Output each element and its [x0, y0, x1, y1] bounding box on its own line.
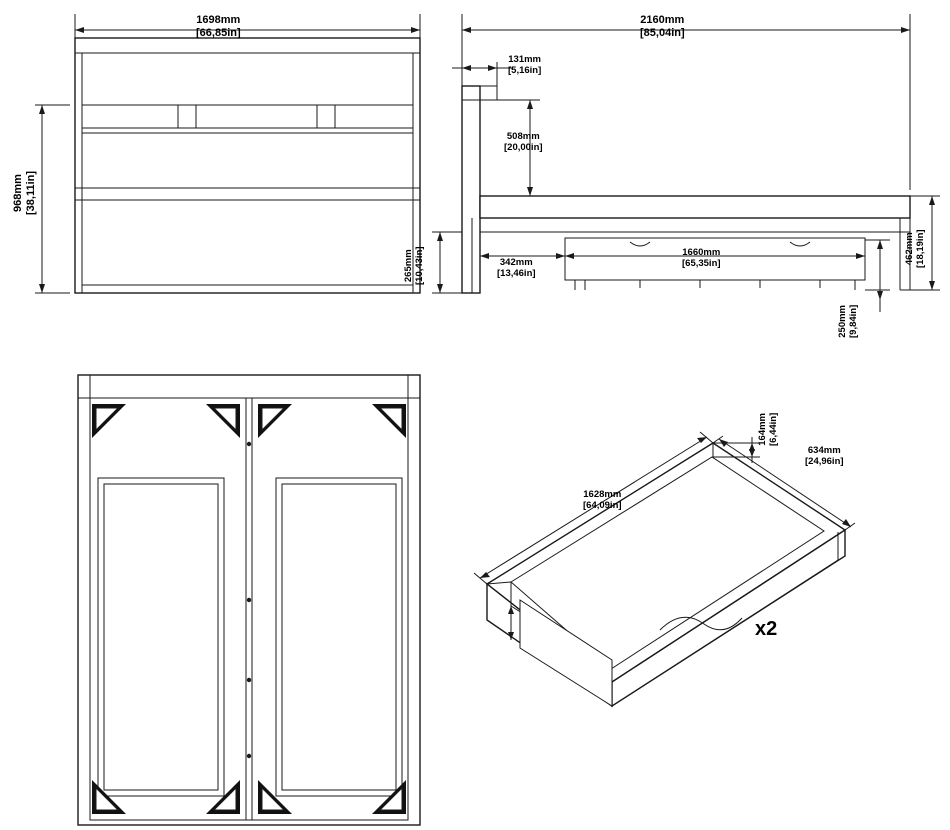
dim-drawer-run: 1660mm [65,35in] — [682, 247, 721, 269]
drawer-view-geometry — [474, 432, 855, 706]
dim-drawer-bottom-height: 250mm [9,84in] — [837, 304, 859, 338]
dim-bed-base-height: 462mm [18,19in] — [904, 229, 926, 268]
dim-front-height: 968mm [38,11in] — [12, 170, 37, 215]
dim-overall-length: 2160mm [85,04in] — [640, 14, 685, 39]
dim-foot-offset: 342mm [13,46in] — [497, 257, 536, 279]
dim-drawer-width: 634mm [24,96in] — [805, 445, 844, 467]
dim-headboard-thickness: 131mm [5,16in] — [508, 54, 542, 76]
dim-drawer-height: 164mm [6,44in] — [757, 412, 779, 446]
drawer-quantity-label: x2 — [755, 618, 778, 640]
dim-headboard-height: 508mm [20,00in] — [504, 131, 543, 153]
dim-leg-height: 265mm [10,43in] — [403, 246, 425, 285]
dim-drawer-length: 1628mm [64,09in] — [583, 489, 622, 511]
dim-front-width: 1698mm [66,85in] — [196, 14, 241, 39]
top-view-geometry — [78, 375, 420, 825]
front-view-geometry — [35, 14, 420, 293]
